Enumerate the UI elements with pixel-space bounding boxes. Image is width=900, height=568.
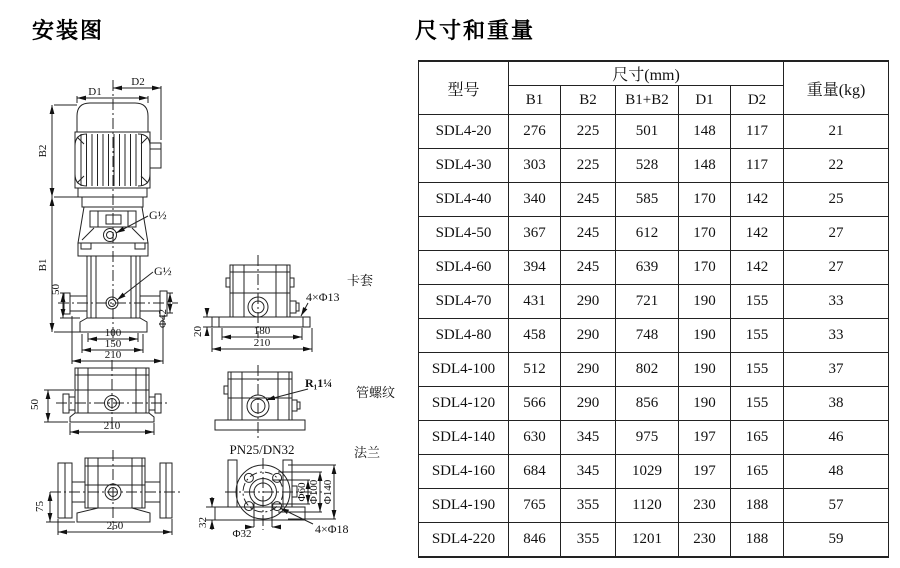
cell-b1: 340 (509, 183, 561, 217)
cell-d2: 142 (731, 183, 784, 217)
dimensions-table (418, 60, 889, 558)
col-header-b1: B1 (509, 86, 561, 115)
dim-label-b2: B2 (37, 144, 49, 158)
cell-d1: 190 (679, 319, 731, 353)
dimensions-weight-title: 尺寸和重量 (415, 18, 536, 43)
cell-weight: 21 (784, 115, 889, 149)
cell-weight: 48 (784, 455, 889, 489)
dim-label-210: 210 (104, 349, 122, 361)
cell-b1: 566 (509, 387, 561, 421)
cell-b1b2: 612 (616, 217, 679, 251)
cell-d2: 155 (731, 387, 784, 421)
cell-weight: 38 (784, 387, 889, 421)
table-row (419, 183, 889, 217)
dim-label-phi42: Φ42 (157, 308, 169, 328)
cell-b2: 245 (561, 251, 616, 285)
flange-title: 法兰 (354, 445, 381, 460)
cell-b2: 290 (561, 285, 616, 319)
cell-weight: 46 (784, 421, 889, 455)
cell-b2: 355 (561, 523, 616, 558)
cell-b1b2: 975 (616, 421, 679, 455)
table-body (419, 115, 889, 558)
cell-d1: 170 (679, 183, 731, 217)
cell-b1: 367 (509, 217, 561, 251)
table-row (419, 217, 889, 251)
cell-b2: 225 (561, 115, 616, 149)
cell-b1: 512 (509, 353, 561, 387)
cell-d1: 148 (679, 115, 731, 149)
cell-model: SDL4-60 (419, 251, 509, 285)
cell-model: SDL4-70 (419, 285, 509, 319)
cell-b1: 303 (509, 149, 561, 183)
clamp-title: 卡套 (347, 273, 374, 288)
cell-b1: 458 (509, 319, 561, 353)
table-row (419, 387, 889, 421)
flange-phi140: Φ140 (322, 479, 334, 505)
cell-b1: 431 (509, 285, 561, 319)
cell-weight: 22 (784, 149, 889, 183)
table-row (419, 149, 889, 183)
dim-label-d1: D1 (88, 86, 102, 98)
cell-model: SDL4-120 (419, 387, 509, 421)
thread-title: 管螺纹 (356, 385, 396, 400)
cell-b2: 290 (561, 319, 616, 353)
cell-d2: 117 (731, 149, 784, 183)
cell-b2: 225 (561, 149, 616, 183)
table-row (419, 455, 889, 489)
baseview-dim-210: 210 (103, 420, 121, 432)
cell-weight: 33 (784, 319, 889, 353)
cell-d1: 190 (679, 353, 731, 387)
clamp-dim-210: 210 (253, 337, 271, 349)
cell-b2: 290 (561, 353, 616, 387)
col-header-model: 型号 (419, 61, 509, 115)
col-header-dimensions: 尺寸(mm) (509, 61, 784, 86)
cell-b1b2: 1120 (616, 489, 679, 523)
cell-b1b2: 639 (616, 251, 679, 285)
cell-model: SDL4-40 (419, 183, 509, 217)
cell-d1: 197 (679, 421, 731, 455)
thread-spec-label: R₁1¼ (305, 376, 333, 390)
cell-d1: 190 (679, 387, 731, 421)
dim-label-100: 100 (104, 327, 122, 339)
cell-model: SDL4-140 (419, 421, 509, 455)
table-row (419, 319, 889, 353)
cell-d1: 148 (679, 149, 731, 183)
cell-b1b2: 585 (616, 183, 679, 217)
cell-b2: 245 (561, 183, 616, 217)
table-row (419, 523, 889, 558)
col-header-b1b2: B1+B2 (616, 86, 679, 115)
cell-weight: 37 (784, 353, 889, 387)
cell-d1: 230 (679, 523, 731, 558)
baseview-dim-50: 50 (29, 399, 41, 410)
cell-b1b2: 856 (616, 387, 679, 421)
cell-d1: 197 (679, 455, 731, 489)
flange-spec-label: PN25/DN32 (229, 442, 295, 457)
cell-b1: 276 (509, 115, 561, 149)
installation-diagram-title: 安装图 (32, 18, 105, 43)
cell-b1b2: 721 (616, 285, 679, 319)
cell-b2: 345 (561, 455, 616, 489)
flange-phi60: Φ60 (296, 482, 308, 502)
cell-d2: 142 (731, 217, 784, 251)
clamp-dim-20: 20 (192, 326, 204, 337)
clamp-bolts-label: 4×Φ13 (306, 290, 340, 304)
clamp-dim-180: 180 (253, 325, 271, 337)
cell-b1b2: 1201 (616, 523, 679, 558)
cell-d1: 190 (679, 285, 731, 319)
flangedview-dim-75: 75 (34, 501, 46, 512)
cell-d1: 230 (679, 489, 731, 523)
pipe-thread-view (215, 365, 308, 438)
cell-d2: 155 (731, 319, 784, 353)
col-header-d2: D2 (731, 86, 784, 115)
cell-b1: 684 (509, 455, 561, 489)
table-row (419, 353, 889, 387)
cell-weight: 25 (784, 183, 889, 217)
cell-model: SDL4-20 (419, 115, 509, 149)
cell-d2: 188 (731, 489, 784, 523)
cell-model: SDL4-100 (419, 353, 509, 387)
cell-model: SDL4-220 (419, 523, 509, 558)
installation-diagram (20, 50, 418, 565)
flange-phi100: Φ100 (308, 479, 320, 505)
cell-b1b2: 501 (616, 115, 679, 149)
table-row (419, 489, 889, 523)
flange-phi32: Φ32 (232, 528, 252, 540)
flange-dim-32: 32 (197, 517, 209, 528)
cell-d2: 188 (731, 523, 784, 558)
cell-b1: 630 (509, 421, 561, 455)
cell-b1b2: 748 (616, 319, 679, 353)
dim-label-d2: D2 (131, 76, 145, 88)
table-row (419, 285, 889, 319)
cell-b1b2: 802 (616, 353, 679, 387)
cell-d2: 142 (731, 251, 784, 285)
cell-weight: 57 (784, 489, 889, 523)
table-row (419, 251, 889, 285)
dim-label-50: 50 (50, 284, 62, 295)
flangedview-dim-250: 250 (106, 520, 124, 532)
cell-d2: 165 (731, 455, 784, 489)
cell-b2: 290 (561, 387, 616, 421)
cell-weight: 33 (784, 285, 889, 319)
cell-model: SDL4-30 (419, 149, 509, 183)
col-header-b2: B2 (561, 86, 616, 115)
cell-model: SDL4-50 (419, 217, 509, 251)
table-row (419, 421, 889, 455)
cell-d2: 155 (731, 353, 784, 387)
cell-d2: 165 (731, 421, 784, 455)
cell-model: SDL4-160 (419, 455, 509, 489)
cell-model: SDL4-190 (419, 489, 509, 523)
table-row (419, 115, 889, 149)
cell-d1: 170 (679, 217, 731, 251)
cell-b1: 846 (509, 523, 561, 558)
cell-model: SDL4-80 (419, 319, 509, 353)
cell-b1b2: 528 (616, 149, 679, 183)
dim-label-150: 150 (104, 338, 122, 350)
cell-weight: 59 (784, 523, 889, 558)
cell-b2: 345 (561, 421, 616, 455)
port-label-g-top: G½ (149, 208, 167, 222)
cell-b2: 355 (561, 489, 616, 523)
cell-b1: 394 (509, 251, 561, 285)
flange-bolts-label: 4×Φ18 (315, 522, 349, 536)
cell-d2: 155 (731, 285, 784, 319)
cell-d1: 170 (679, 251, 731, 285)
col-header-d1: D1 (679, 86, 731, 115)
cell-weight: 27 (784, 217, 889, 251)
cell-b1: 765 (509, 489, 561, 523)
cell-d2: 117 (731, 115, 784, 149)
cell-weight: 27 (784, 251, 889, 285)
cell-b1b2: 1029 (616, 455, 679, 489)
dim-label-b1: B1 (37, 258, 49, 272)
col-header-weight: 重量(kg) (784, 61, 889, 115)
port-label-g-bottom: G½ (154, 264, 172, 278)
cell-b2: 245 (561, 217, 616, 251)
